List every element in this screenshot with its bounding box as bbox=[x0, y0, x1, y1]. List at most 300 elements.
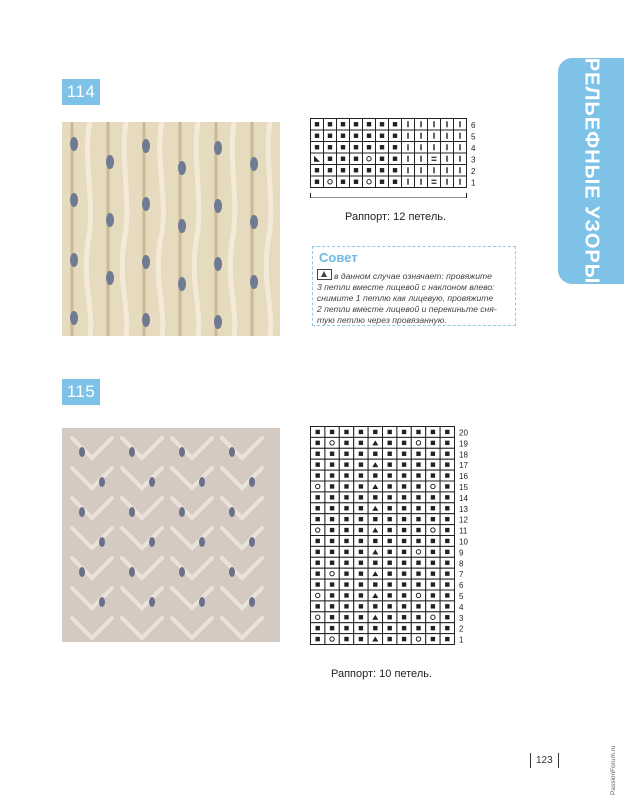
chart-cell bbox=[397, 546, 411, 557]
chart-cell bbox=[368, 546, 382, 557]
chart-cell bbox=[383, 503, 397, 514]
chart-cell bbox=[368, 590, 382, 601]
chart-cell bbox=[368, 492, 382, 503]
chart-cell bbox=[311, 525, 325, 536]
chart-cell bbox=[397, 568, 411, 579]
chart-cell bbox=[325, 470, 339, 481]
chart-cell bbox=[363, 176, 376, 188]
chart-cell bbox=[325, 601, 339, 612]
chart-cell bbox=[426, 601, 440, 612]
chart-cell bbox=[426, 568, 440, 579]
rapport-label-114: Раппорт: 12 петель. bbox=[345, 211, 447, 223]
chart-cell bbox=[426, 623, 440, 634]
chart-cell bbox=[368, 427, 382, 438]
chart-cell bbox=[311, 448, 325, 459]
chart-cell bbox=[383, 448, 397, 459]
chart-cell bbox=[325, 448, 339, 459]
chart-cell bbox=[397, 579, 411, 590]
row-number: 3 bbox=[459, 613, 464, 623]
chart-cell bbox=[311, 427, 325, 438]
chart-cell bbox=[411, 503, 425, 514]
chart-cell bbox=[325, 459, 339, 470]
knitting-chart-115 bbox=[310, 426, 480, 650]
chart-cell bbox=[411, 601, 425, 612]
pattern-number-114: 114 bbox=[62, 79, 100, 105]
chart-cell bbox=[383, 612, 397, 623]
chart-cell bbox=[311, 130, 324, 142]
chart-cell bbox=[426, 470, 440, 481]
section-title: РЕЛЬЕФНЫЕ УЗОРЫ bbox=[580, 57, 603, 285]
row-number: 15 bbox=[459, 482, 468, 492]
chart-cell bbox=[354, 437, 368, 448]
row-number: 1 bbox=[471, 178, 476, 188]
chart-cell bbox=[337, 130, 350, 142]
chart-cell bbox=[339, 568, 353, 579]
chart-cell bbox=[426, 481, 440, 492]
pattern-number-115: 115 bbox=[62, 379, 100, 405]
chart-cell bbox=[354, 427, 368, 438]
knit-sample-photo-114 bbox=[62, 122, 280, 336]
chart-cell bbox=[383, 525, 397, 536]
chart-cell bbox=[339, 612, 353, 623]
chart-cell bbox=[324, 153, 337, 165]
chart-cell bbox=[325, 557, 339, 568]
chart-cell bbox=[454, 119, 467, 131]
chart-cell bbox=[440, 427, 454, 438]
chart-cell bbox=[441, 130, 454, 142]
chart-cell bbox=[383, 470, 397, 481]
advice-line: 3 петли вместе лицевой с наклоном влево: bbox=[317, 282, 495, 292]
chart-cell bbox=[440, 503, 454, 514]
decrease-symbol-icon bbox=[317, 269, 332, 280]
chart-cell bbox=[325, 427, 339, 438]
chart-cell bbox=[354, 481, 368, 492]
chart-cell bbox=[354, 612, 368, 623]
chart-cell bbox=[426, 536, 440, 547]
chart-cell bbox=[354, 514, 368, 525]
chart-cell bbox=[426, 579, 440, 590]
chart-cell bbox=[440, 634, 454, 645]
chart-cell bbox=[311, 612, 325, 623]
chart-cell bbox=[411, 623, 425, 634]
row-number: 3 bbox=[471, 155, 476, 165]
knitting-chart-114 bbox=[310, 118, 500, 198]
chart-cell bbox=[415, 119, 428, 131]
advice-line: в данном случае означает: провяжите bbox=[334, 271, 492, 281]
rapport-label-115: Раппорт: 10 петель. bbox=[331, 668, 433, 680]
chart-cell bbox=[441, 142, 454, 154]
chart-cell bbox=[411, 612, 425, 623]
row-number: 11 bbox=[459, 526, 468, 536]
chart-cell bbox=[383, 427, 397, 438]
chart-cell bbox=[354, 568, 368, 579]
chart-cell bbox=[368, 437, 382, 448]
row-number: 12 bbox=[459, 515, 468, 525]
advice-line: тую петлю через провязанную. bbox=[317, 315, 447, 325]
chart-cell bbox=[376, 130, 389, 142]
chart-cell bbox=[354, 492, 368, 503]
chart-cell bbox=[454, 176, 467, 188]
chart-cell bbox=[441, 119, 454, 131]
chart-cell bbox=[311, 119, 324, 131]
chart-cell bbox=[389, 176, 402, 188]
chart-cell bbox=[440, 579, 454, 590]
chart-cell bbox=[376, 142, 389, 154]
chart-cell bbox=[402, 142, 415, 154]
chart-cell bbox=[440, 590, 454, 601]
chart-cell bbox=[368, 612, 382, 623]
chart-cell bbox=[415, 153, 428, 165]
chart-cell bbox=[368, 503, 382, 514]
chart-cell bbox=[324, 176, 337, 188]
chart-cell bbox=[397, 623, 411, 634]
chart-cell bbox=[339, 514, 353, 525]
chart-cell bbox=[440, 612, 454, 623]
chart-cell bbox=[339, 437, 353, 448]
chart-cell bbox=[411, 546, 425, 557]
chart-cell bbox=[339, 536, 353, 547]
chart-cell bbox=[397, 427, 411, 438]
chart-cell bbox=[397, 536, 411, 547]
chart-cell bbox=[339, 601, 353, 612]
chart-cell bbox=[368, 579, 382, 590]
chart-cell bbox=[311, 634, 325, 645]
row-number: 16 bbox=[459, 472, 468, 482]
chart-cell bbox=[397, 590, 411, 601]
chart-cell bbox=[454, 130, 467, 142]
chart-cell bbox=[383, 514, 397, 525]
chart-cell bbox=[339, 481, 353, 492]
chart-cell bbox=[311, 579, 325, 590]
chart-cell bbox=[389, 130, 402, 142]
chart-cell bbox=[428, 119, 441, 131]
chart-cell bbox=[325, 623, 339, 634]
chart-cell bbox=[339, 634, 353, 645]
chart-cell bbox=[411, 514, 425, 525]
row-number: 20 bbox=[459, 428, 468, 438]
chart-cell bbox=[354, 546, 368, 557]
chart-cell bbox=[325, 590, 339, 601]
chart-cell bbox=[411, 448, 425, 459]
chart-cell bbox=[397, 612, 411, 623]
chart-cell bbox=[454, 153, 467, 165]
chart-cell bbox=[397, 634, 411, 645]
chart-cell bbox=[426, 437, 440, 448]
chart-cell bbox=[411, 525, 425, 536]
chart-cell bbox=[440, 514, 454, 525]
chart-cell bbox=[324, 130, 337, 142]
chart-cell bbox=[397, 503, 411, 514]
chart-cell bbox=[383, 536, 397, 547]
chart-cell bbox=[311, 546, 325, 557]
chart-cell bbox=[383, 590, 397, 601]
chart-cell bbox=[339, 470, 353, 481]
chart-cell bbox=[402, 165, 415, 177]
chart-cell bbox=[441, 153, 454, 165]
chart-cell bbox=[397, 514, 411, 525]
chart-cell bbox=[426, 459, 440, 470]
chart-cell bbox=[426, 427, 440, 438]
row-number: 6 bbox=[459, 581, 464, 591]
chart-cell bbox=[411, 459, 425, 470]
chart-cell bbox=[325, 481, 339, 492]
chart-cell bbox=[324, 165, 337, 177]
chart-cell bbox=[325, 536, 339, 547]
row-number: 6 bbox=[471, 120, 476, 130]
chart-cell bbox=[325, 579, 339, 590]
chart-cell bbox=[411, 590, 425, 601]
chart-cell bbox=[339, 623, 353, 634]
chart-cell bbox=[350, 176, 363, 188]
chart-cell bbox=[368, 448, 382, 459]
advice-text bbox=[317, 269, 513, 326]
chart-cell bbox=[376, 153, 389, 165]
chart-cell bbox=[325, 437, 339, 448]
chart-cell bbox=[397, 525, 411, 536]
chart-cell bbox=[428, 130, 441, 142]
chart-cell bbox=[426, 612, 440, 623]
chart-cell bbox=[325, 568, 339, 579]
chart-cell bbox=[324, 142, 337, 154]
chart-cell bbox=[324, 119, 337, 131]
chart-cell bbox=[325, 503, 339, 514]
row-number: 5 bbox=[471, 132, 476, 142]
chart-cell bbox=[337, 165, 350, 177]
chart-cell bbox=[325, 525, 339, 536]
knit-sample-photo-115 bbox=[62, 428, 280, 642]
chart-cell bbox=[350, 142, 363, 154]
chart-cell bbox=[415, 142, 428, 154]
chart-cell bbox=[339, 590, 353, 601]
chart-cell bbox=[337, 153, 350, 165]
row-number: 7 bbox=[459, 570, 464, 580]
chart-cell bbox=[411, 437, 425, 448]
chart-cell bbox=[402, 119, 415, 131]
chart-cell bbox=[428, 176, 441, 188]
chart-cell bbox=[426, 448, 440, 459]
chart-cell bbox=[354, 557, 368, 568]
site-watermark: PassionForum.ru bbox=[610, 745, 617, 795]
chart-cell bbox=[389, 142, 402, 154]
chart-cell bbox=[311, 459, 325, 470]
chart-cell bbox=[354, 590, 368, 601]
chart-cell bbox=[339, 492, 353, 503]
chart-cell bbox=[354, 459, 368, 470]
chart-cell bbox=[440, 546, 454, 557]
chart-cell bbox=[397, 470, 411, 481]
chart-cell bbox=[363, 153, 376, 165]
chart-cell bbox=[368, 459, 382, 470]
chart-cell bbox=[311, 176, 324, 188]
chart-cell bbox=[354, 448, 368, 459]
chart-cell bbox=[311, 492, 325, 503]
chart-cell bbox=[402, 176, 415, 188]
chart-cell bbox=[411, 634, 425, 645]
chart-cell bbox=[337, 119, 350, 131]
chart-cell bbox=[440, 536, 454, 547]
chart-cell bbox=[363, 142, 376, 154]
chart-cell bbox=[383, 579, 397, 590]
chart-cell bbox=[311, 557, 325, 568]
row-number: 8 bbox=[459, 559, 464, 569]
chart-cell bbox=[368, 623, 382, 634]
chart-cell bbox=[363, 130, 376, 142]
chart-cell bbox=[376, 119, 389, 131]
chart-cell bbox=[311, 568, 325, 579]
chart-cell bbox=[311, 601, 325, 612]
chart-cell bbox=[325, 546, 339, 557]
chart-cell bbox=[311, 623, 325, 634]
chart-cell bbox=[311, 142, 324, 154]
chart-cell bbox=[397, 459, 411, 470]
chart-cell bbox=[337, 176, 350, 188]
chart-cell bbox=[402, 130, 415, 142]
chart-cell bbox=[440, 557, 454, 568]
chart-cell bbox=[383, 623, 397, 634]
chart-cell bbox=[368, 568, 382, 579]
row-number: 10 bbox=[459, 537, 468, 547]
rapport-bracket bbox=[311, 193, 467, 198]
chart-cell bbox=[397, 448, 411, 459]
advice-title: Совет bbox=[319, 250, 358, 265]
chart-cell bbox=[350, 119, 363, 131]
chart-cell bbox=[368, 470, 382, 481]
chart-cell bbox=[368, 525, 382, 536]
chart-cell bbox=[368, 557, 382, 568]
chart-cell bbox=[311, 481, 325, 492]
chart-cell bbox=[311, 514, 325, 525]
chart-cell bbox=[440, 481, 454, 492]
row-number: 13 bbox=[459, 504, 468, 514]
row-number: 4 bbox=[459, 602, 464, 612]
chart-cell bbox=[339, 448, 353, 459]
chart-cell bbox=[440, 525, 454, 536]
chart-cell bbox=[428, 153, 441, 165]
chart-cell bbox=[325, 612, 339, 623]
chart-cell bbox=[325, 492, 339, 503]
chart-cell bbox=[354, 623, 368, 634]
chart-cell bbox=[426, 514, 440, 525]
chart-cell bbox=[368, 481, 382, 492]
chart-cell bbox=[441, 165, 454, 177]
chart-cell bbox=[350, 165, 363, 177]
chart-cell bbox=[426, 503, 440, 514]
chart-cell bbox=[354, 579, 368, 590]
chart-cell bbox=[440, 568, 454, 579]
chart-cell bbox=[311, 470, 325, 481]
chart-cell bbox=[397, 601, 411, 612]
chart-cell bbox=[454, 165, 467, 177]
chart-cell bbox=[339, 503, 353, 514]
chart-cell bbox=[428, 142, 441, 154]
chart-cell bbox=[426, 557, 440, 568]
chart-cell bbox=[440, 601, 454, 612]
chart-cell bbox=[426, 492, 440, 503]
chart-cell bbox=[339, 546, 353, 557]
advice-line: снимите 1 петлю как лицевую, провяжите bbox=[317, 293, 494, 303]
chart-cell bbox=[415, 165, 428, 177]
row-number: 18 bbox=[459, 450, 468, 460]
chart-cell bbox=[411, 536, 425, 547]
chart-cell bbox=[426, 525, 440, 536]
row-number: 4 bbox=[471, 143, 476, 153]
chart-cell bbox=[440, 459, 454, 470]
section-tab bbox=[558, 58, 624, 284]
chart-cell bbox=[311, 590, 325, 601]
chart-cell bbox=[339, 525, 353, 536]
chart-cell bbox=[383, 481, 397, 492]
chart-cell bbox=[363, 165, 376, 177]
chart-cell bbox=[383, 601, 397, 612]
chart-cell bbox=[411, 427, 425, 438]
chart-cell bbox=[368, 536, 382, 547]
page-number: 123 bbox=[530, 753, 559, 768]
chart-cell bbox=[454, 142, 467, 154]
chart-cell bbox=[411, 470, 425, 481]
chart-cell bbox=[337, 142, 350, 154]
chart-cell bbox=[325, 514, 339, 525]
chart-cell bbox=[383, 437, 397, 448]
chart-cell bbox=[411, 568, 425, 579]
row-number: 2 bbox=[471, 166, 476, 176]
chart-cell bbox=[402, 153, 415, 165]
chart-cell bbox=[426, 590, 440, 601]
chart-cell bbox=[311, 165, 324, 177]
chart-cell bbox=[368, 514, 382, 525]
chart-cell bbox=[368, 634, 382, 645]
chart-cell bbox=[426, 634, 440, 645]
chart-cell bbox=[339, 579, 353, 590]
chart-cell bbox=[440, 623, 454, 634]
chart-cell bbox=[411, 492, 425, 503]
chart-cell bbox=[363, 119, 376, 131]
chart-cell bbox=[397, 557, 411, 568]
chart-cell bbox=[350, 153, 363, 165]
row-number: 5 bbox=[459, 591, 464, 601]
chart-cell bbox=[311, 437, 325, 448]
chart-cell bbox=[411, 557, 425, 568]
chart-cell bbox=[415, 130, 428, 142]
chart-cell bbox=[440, 470, 454, 481]
chart-cell bbox=[339, 427, 353, 438]
chart-cell bbox=[411, 579, 425, 590]
chart-cell bbox=[389, 165, 402, 177]
chart-cell bbox=[376, 165, 389, 177]
chart-cell bbox=[383, 568, 397, 579]
chart-cell bbox=[440, 437, 454, 448]
chart-cell bbox=[354, 601, 368, 612]
chart-cell bbox=[354, 470, 368, 481]
chart-cell bbox=[354, 536, 368, 547]
chart-cell bbox=[397, 437, 411, 448]
chart-cell bbox=[354, 634, 368, 645]
chart-cell bbox=[428, 165, 441, 177]
chart-cell bbox=[339, 459, 353, 470]
row-number: 14 bbox=[459, 493, 468, 503]
chart-cell bbox=[339, 557, 353, 568]
advice-line: 2 петли вместе лицевой и перекиньте сня- bbox=[317, 304, 497, 314]
chart-cell bbox=[383, 634, 397, 645]
chart-cell bbox=[383, 546, 397, 557]
chart-cell bbox=[383, 557, 397, 568]
chart-cell bbox=[389, 119, 402, 131]
chart-cell bbox=[397, 481, 411, 492]
advice-box bbox=[312, 246, 516, 326]
chart-cell bbox=[441, 176, 454, 188]
chart-cell bbox=[440, 448, 454, 459]
chart-cell bbox=[311, 536, 325, 547]
chart-cell bbox=[389, 153, 402, 165]
